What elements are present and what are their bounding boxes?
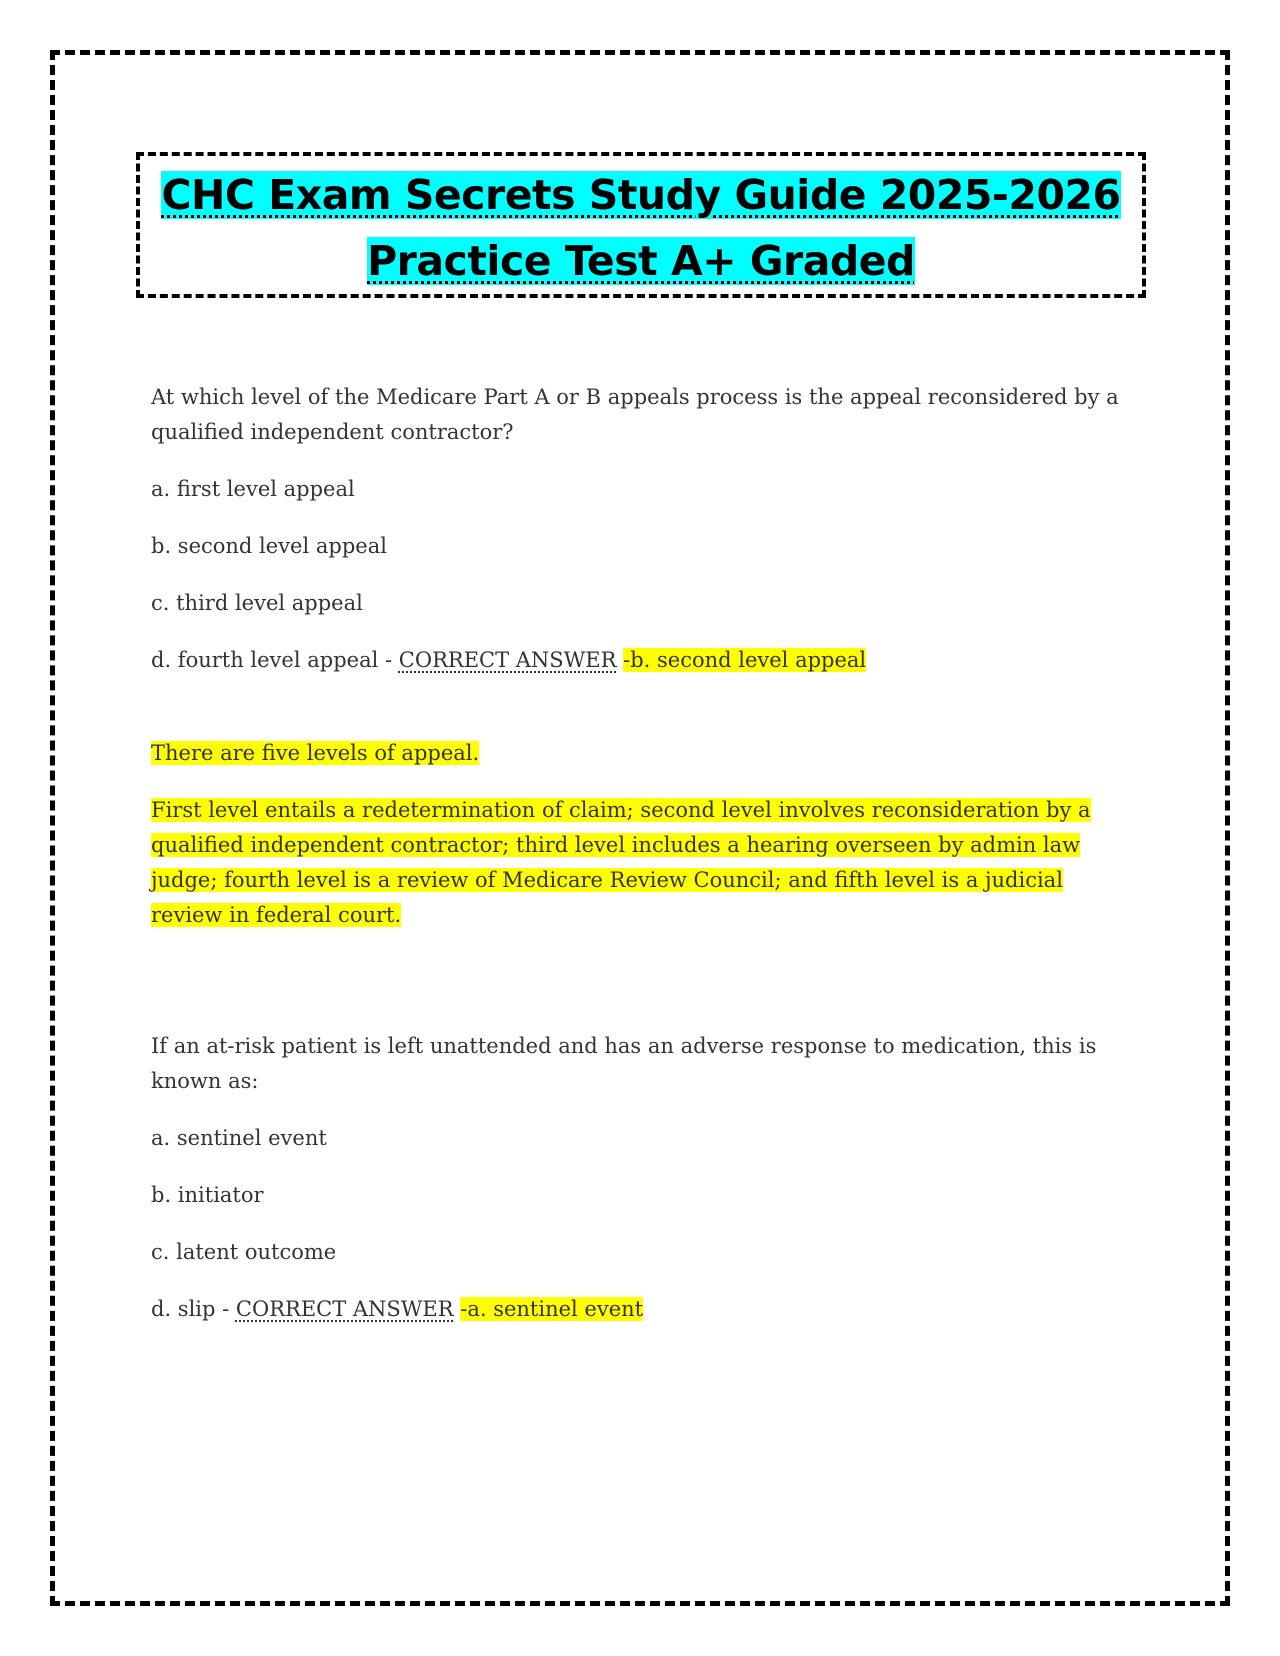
spacer: [151, 700, 1141, 736]
question-2-text: If an at-risk patient is left unattended and has an adverse response to medication, this is known as:: [151, 1034, 1097, 1093]
title-box: [136, 152, 1146, 298]
question-1-option-c: c. third level appeal: [151, 591, 363, 615]
question-2-option-d-line: [151, 1292, 1141, 1327]
question-2-option-c: c. latent outcome: [151, 1240, 337, 1264]
question-1-explanation-line-1: [151, 736, 1141, 771]
question-1-explanation-line-2: [151, 793, 1141, 933]
question-1-text: At which level of the Medicare Part A or B appeals process is the appeal reconsidered by a qualified independent contractor?: [151, 385, 1119, 444]
correct-answer-label: CORRECT ANSWER: [398, 648, 617, 672]
spacer: [151, 955, 1141, 1029]
question-1-option-d: d. fourth level appeal -: [151, 648, 393, 672]
question-1-option-b: b. second level appeal: [151, 534, 387, 558]
question-2-option-b: b. initiator: [151, 1183, 264, 1207]
question-1-option-d-line: [151, 643, 1141, 678]
question-2-answer: -a. sentinel event: [460, 1297, 644, 1321]
title-line-1: CHC Exam Secrets Study Guide 2025-2026: [161, 171, 1121, 219]
question-2-option-a: a. sentinel event: [151, 1126, 327, 1150]
explanation-detail: First level entails a redetermination of claim; second level involves reconsideration by a qualified independent contractor; third level includes a hearing overseen by admin law judge; fourth level is a review of Medicare Review Council; and fifth level is a judicial review in federal court.: [151, 798, 1091, 927]
explanation-intro: There are five levels of appeal.: [151, 741, 480, 765]
question-1-answer: -b. second level appeal: [623, 648, 867, 672]
document-content: [151, 380, 1141, 1349]
correct-answer-label: CORRECT ANSWER: [235, 1297, 454, 1321]
question-2-option-d: d. slip -: [151, 1297, 230, 1321]
title-line-2: Practice Test A+ Graded: [367, 237, 915, 285]
question-1-option-a: a. first level appeal: [151, 477, 355, 501]
